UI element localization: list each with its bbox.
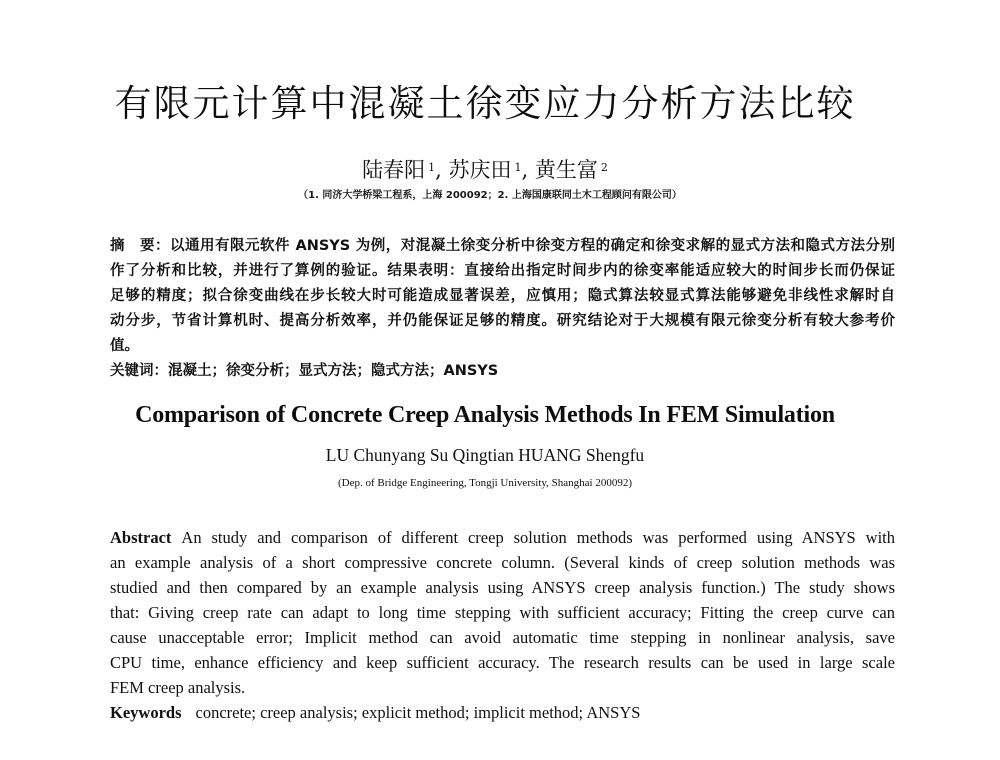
author-name: 苏庆田	[448, 158, 512, 182]
abstract-line: 值。	[110, 338, 139, 354]
english-affiliation: (Dep. of Bridge Engineering, Tongji University, Shanghai 200092)	[337, 477, 633, 489]
affiliation-marker: 1	[428, 161, 436, 174]
abstract-line: 作了分析和比较，并进行了算例的验证。结果表明：直接给出指定时间步内的徐变率能适应较大的时间步长而仍保证	[110, 263, 895, 279]
abstract-label: 摘 要：	[110, 238, 170, 254]
abstract-line: studied and then compared by an example analysis using ANSYS creep analysis function.) The study shows	[110, 578, 895, 597]
keywords-label: Keywords	[110, 703, 182, 722]
english-authors: LU Chunyang Su Qingtian HUANG Shengfu	[325, 445, 645, 465]
keywords-value: 混凝土；徐变分析；显式方法；隐式方法；ANSYS	[168, 363, 499, 379]
affiliation-marker: 1	[514, 161, 522, 174]
abstract-line: that: Giving creep rate can adapt to long time stepping with sufficient accuracy; Fitting the creep curve can	[110, 603, 895, 622]
chinese-authors	[0, 155, 1000, 185]
author-separator: ,	[435, 158, 442, 182]
abstract-text: An study and comparison of different creep solution methods was performed using ANSYS with	[181, 528, 895, 547]
chinese-keywords	[110, 359, 498, 384]
author-name: 黄生富	[534, 158, 598, 182]
chinese-abstract	[110, 234, 895, 359]
abstract-line: CPU time, enhance efficiency and keep sufficient accuracy. The research results can be used in large scale	[110, 653, 895, 672]
abstract-label: Abstract	[110, 528, 172, 547]
english-abstract	[110, 525, 895, 700]
keywords-label: 关键词：	[110, 363, 168, 379]
affiliation-marker: 2	[600, 161, 608, 174]
english-title: Comparison of Concrete Creep Analysis Methods In FEM Simulation	[135, 402, 835, 428]
abstract-line: cause unacceptable error; Implicit method can avoid automatic time stepping in nonlinear analysis, save	[110, 628, 895, 647]
abstract-text: 以通用有限元软件 ANSYS 为例，对混凝土徐变分析中徐变方程的确定和徐变求解的显式方法和隐式方法分别	[169, 238, 896, 254]
abstract-line: 动分步，节省计算机时、提高分析效率，并仍能保证足够的精度。研究结论对于大规模有限元徐变分析有较大参考价	[110, 313, 895, 329]
chinese-affiliation: （1. 同济大学桥梁工程系，上海 200092；2. 上海国康联同土木工程顾问有限公司）	[298, 190, 682, 201]
chinese-title: 有限元计算中混凝土徐变应力分析方法比较	[114, 82, 856, 125]
author-separator: ,	[521, 158, 529, 182]
english-keywords	[110, 700, 640, 725]
keywords-value: concrete; creep analysis; explicit method; implicit method; ANSYS	[195, 703, 641, 722]
abstract-line: FEM creep analysis.	[110, 678, 246, 697]
abstract-line: an example analysis of a short compressive concrete column. (Several kinds of creep solution methods was	[110, 553, 895, 572]
abstract-line: 足够的精度；拟合徐变曲线在步长较大时可能造成显著误差，应慎用；隐式算法较显式算法能够避免非线性求解时自	[110, 288, 895, 304]
abstract-line	[110, 234, 895, 259]
author-name: 陆春阳	[362, 158, 426, 182]
abstract-line	[110, 525, 895, 550]
